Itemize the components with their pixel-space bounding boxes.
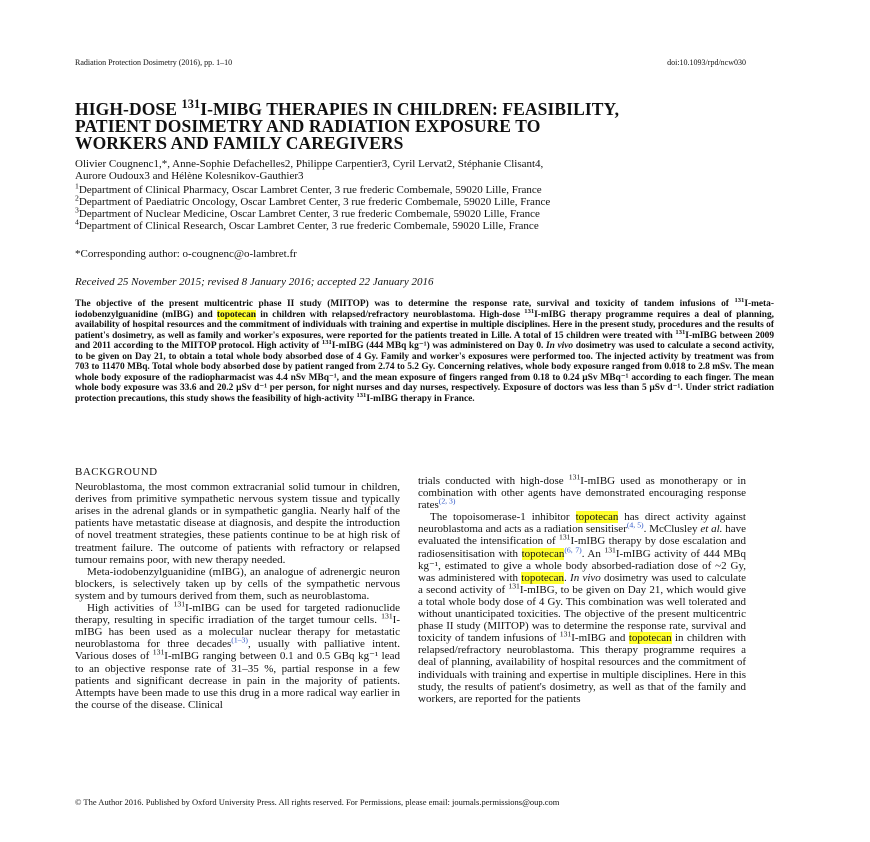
affiliation-4: $^4$Department of Clinical Research, Oscar Lambret Center, 3 rue frederic Combemale, 59020 Lille, France: [75, 217, 539, 232]
paragraph: The topoisomerase-1 inhibitor topotecan has direct activity against neuroblastoma and acts as a radiation sensitiser$^{(4, 5)}$. McClusley et al. have evaluated the intensification of $^{131}$I-mIBG therapy by dose escalation and radiosensitisation with topotecan$^{(6, 7)}$. An $^{131}$I-mIBG activity of 444 MBq kg⁻¹, estimated to give a whole body absorbed-radiation dose of ~2 Gy, was administered with topotecan. In vivo dosimetry was used to calculate a second activity of $^{131}$I-mIBG, to be given on Day 21, which would give a total whole body dose of 4 Gy. This combination was well tolerated and without unanticipated toxicities. The objective of the present multicentric phase II study (MIITOP) was to determine the response rate, survival and toxicity of tandem infusions of $^{131}$I-mIBG and topotecan in children with relapsed/refractory neuroblastoma. This therapy programme requires a deal of planning, availability of hospital resources and the commitment of individuals with training and expertise in multiple disciplines. Here in this study, the results of patient's dosimetry, as well as that of the family and workers, are reported for the patients: [418, 511, 747, 705]
highlight-topotecan: topotecan: [628, 632, 672, 645]
highlight-topotecan: topotecan: [575, 511, 619, 524]
citation-link[interactable]: (4, 5): [626, 520, 644, 530]
section-heading-background: BACKGROUND: [75, 466, 158, 478]
citation-link[interactable]: (2, 3): [438, 496, 456, 506]
running-header-journal: Radiation Protection Dosimetry (2016), pp. 1–10: [75, 58, 233, 67]
corresponding-author: *Corresponding author: o-cougnenc@o-lambret.fr: [75, 248, 297, 260]
citation-link[interactable]: (6, 7): [564, 544, 582, 554]
right-column: [418, 472, 747, 705]
paragraph: trials conducted with high-dose $^{131}$I-mIBG used as monotherapy or in combination with other agents have demonstrated encouraging response rates$^{(2, 3)}$: [418, 472, 746, 512]
copyright-footer: © The Author 2016. Published by Oxford University Press. All rights reserved. For Permissions, please email: journals.permissions@oup.com: [75, 797, 560, 807]
running-header-doi: doi:10.1093/rpd/ncw030: [667, 58, 746, 67]
left-column: [75, 466, 400, 711]
affiliation-3: $^3$Department of Nuclear Medicine, Oscar Lambret Center, 3 rue frederic Combemale, 59020 Lille, France: [75, 205, 540, 220]
affiliation-1: $^1$Department of Clinical Pharmacy, Oscar Lambret Center, 3 rue frederic Combemale, 59020 Lille, France: [75, 181, 542, 196]
highlight-topotecan: topotecan: [521, 571, 565, 584]
affiliation-2: $^2$Department of Paediatric Oncology, Oscar Lambret Center, 3 rue frederic Combemale, 59020 Lille, France: [75, 193, 551, 208]
highlight-topotecan: topotecan: [216, 309, 256, 320]
citation-link[interactable]: (1–3): [231, 635, 248, 645]
highlight-topotecan: topotecan: [521, 547, 565, 560]
received-dates: Received 25 November 2015; revised 8 January 2016; accepted 22 January 2016: [75, 276, 434, 288]
paragraph: Neuroblastoma, the most common extracranial solid tumour in children, derives from primitive sympathetic nervous system tissue and typically arises in the adrenal glands or in sympathetic ganglia. Nearly half of the patients have metastatic disease at diagnosis, and despite the introduction of novel treatment strategies, these patients continue to be at high risk of treatment failure. The outcome of patients with refractory or relapsed tumour remains poor, with new therapy needed.: [75, 481, 400, 566]
paper-title: HIGH-DOSE $^{131}$I-MIBG THERAPIES IN CHILDREN: FEASIBILITY, PATIENT DOSIMETRY AND RADIATION EXPOSURE TO WORKERS AND FAMILY CAREGIVERS: [75, 97, 620, 153]
paragraph: High activities of $^{131}$I-mIBG can be used for targeted radionuclide therapy, resulting in specific irradiation of the target tumour cells. $^{131}$I-mIBG has been used as a molecular nuclear therapy for metastatic neuroblastoma for three decades$^{(1-3)}$, usually with palliative intent. Various doses of $^{131}$I-mIBG ranging between 0.1 and 0.5 GBq kg⁻¹ lead to an objective response rate of 31–35 %, partial response in a few patients and significant decrease in pain in the majority of patients. Attempts have been made to use this drug in a more radical way earlier in the course of the disease. Clinical: [75, 599, 401, 711]
abstract: The objective of the present multicentric phase II study (MIITOP) was to determine the response rate, survival and toxicity of tandem infusions of $^{131}$I-meta-iodobenzylguanidine (mIBG) and topotecan in children with relapsed/refractory neuroblastoma. High-dose $^{131}$I-mIBG therapy programme requires a deal of planning, availability of hospital resources and the commitment of individuals with training and expertise in multiple disciplines. Here in the present study, procedures and the results of patient's dosimetry, as well as family and worker's exposures, were reported for the patients treated in Lille. A total of 15 children were treated with $^{131}$I-mIBG between 2009 and 2011 according to the MIITOP protocol. High activity of $^{131}$I-mIBG (444 MBq kg⁻¹) was administered on Day 0. In vivo dosimetry was used to calculate a second activity, to be given on Day 21, to obtain a total whole body absorbed dose of 4 Gy. Family and worker's exposures were performed too. The injected activity by treatment was from 703 to 11470 MBq. Total whole body absorbed dose by patient ranged from 2.74 to 5.2 Gy. Concerning relatives, whole body exposure ranged from 0.018 to 2.8 mSv. The mean whole body exposure of the radiopharmacist was 4.4 nSv MBq⁻¹, and the mean exposure of fingers ranged from 0.18 to 0.24 µSv MBq⁻¹ according to each finger. The mean whole body exposure was 33.6 and 20.2 µSv d⁻¹ per person, for night nurses and day nurses, respectively. Exposure of doctors was less than 5 µSv d⁻¹. Under strict radiation protection precautions, this study shows the feasibility of high-activity $^{131}$I-mIBG therapy in France.: [75, 296, 775, 404]
author-list: Olivier Cougnenc1,*, Anne-Sophie Defachelles2, Philippe Carpentier3, Cyril Lervat2, Stéphanie Clisant4, Aurore Oudoux3 and Hélène Kolesnikov-Gauthier3: [75, 158, 544, 182]
paragraph: Meta-iodobenzylguanidine (mIBG), an analogue of adrenergic neuron blockers, is selectively taken up by cells of the sympathetic nervous system and by tumours derived from them, such as neuroblastoma.: [75, 565, 400, 602]
